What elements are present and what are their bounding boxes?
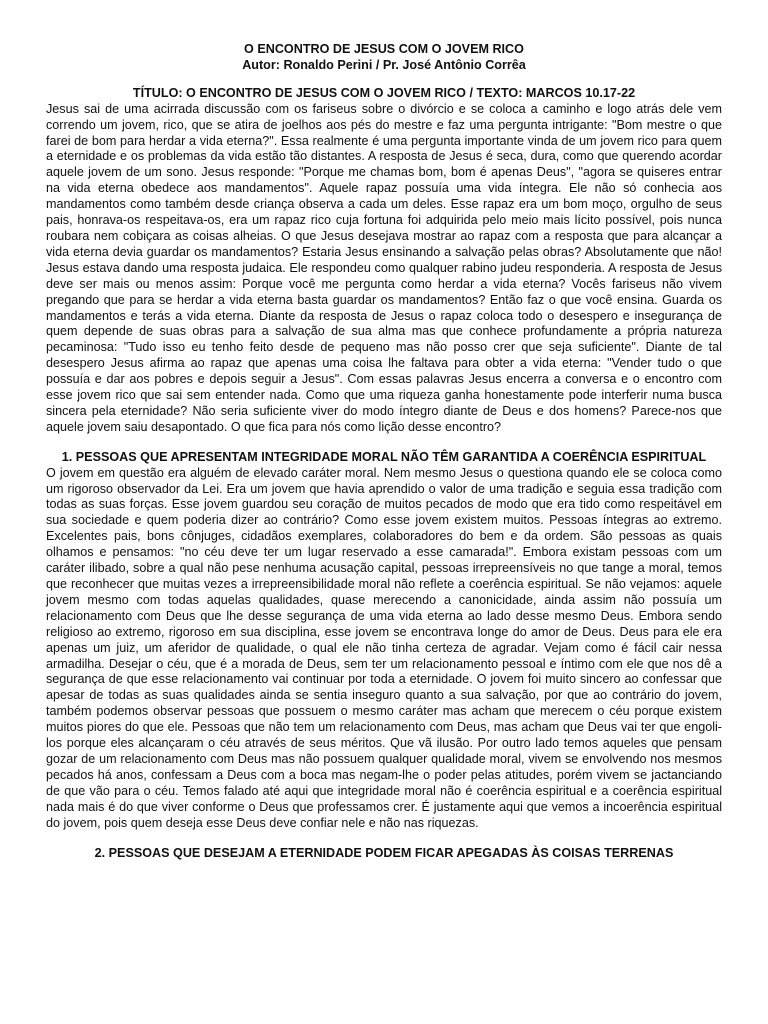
intro-paragraph: Jesus sai de uma acirrada discussão com os fariseus sobre o divórcio e se coloca a caminho e logo atrás dele vem correndo um jovem, rico, que se atira de joelhos aos pés do mestre e faz uma pergunta intrigante: "Bom mestre o que farei de bom para herdar a vida eterna?". Essa realmente é uma pergunta importante vinda de um jovem rico para quem a eternidade e os problemas da vida estão tão distantes. A resposta de Jesus é seca, dura, como que querendo acordar aquele jovem de um sono. Jesus responde: "Porque me chamas bom, bom é apenas Deus", "agora se quiseres entrar na vida eterna obedece aos mandamentos". Aquele rapaz possuía uma vida íntegra. Ele não só conhecia aos mandamentos como também desde criança observa a cada um deles. Esse rapaz era um bom moço, orgulho de seus pais, honrava-os respeitava-os, era um rapaz rico cuja fortuna foi adquirida pelo meio mais lícito possível, pois nunca roubara nem cobiçara as coisas alheias. O que Jesus desejava mostrar ao rapaz com a resposta que para alcançar a vida eterna devia guardar os mandamentos? Estaria Jesus ensinando a salvação pelas obras? Absolutamente que não! Jesus estava dando uma resposta judaica. Ele respondeu como qualquer rabino judeu responderia. A resposta de Jesus deve ser mais ou menos assim: Porque você me pergunta como herdar a vida eterna? Vocês fariseus não vivem pregando que para se herdar a vida eterna basta guardar os mandamentos? Então faz o que você ensina. Guarda os mandamentos e terás a vida eterna. Diante da resposta de Jesus o rapaz coloca todo o desespero e insegurança de quem depende de suas obras para a salvação de sua alma mas que conhece profundamente a própria natureza pecaminosa: "Tudo isso eu tenho feito desde de pequeno mas não posso crer que seja suficiente". Diante de tal desespero Jesus afirma ao rapaz que apenas uma coisa lhe faltava para obter a vida eterna: "Vender tudo o que possuía e dar aos pobres e depois seguir a Jesus". Com essas palavras Jesus encerra a conversa e o encontro com esse jovem rico que sai sem entender nada. Como que uma riqueza ganha honestamente pode interferir numa busca sincera pela eternidade? Não seria suficiente viver do modo íntegro diante de Deus e dos homens? Parece-nos que aquele jovem saiu desapontado. O que fica para nós como lição desse encontro? — [46, 101, 722, 434]
document-subtitle: TÍTULO: O ENCONTRO DE JESUS COM O JOVEM RICO / TEXTO: MARCOS 10.17-22 — [132, 85, 636, 100]
document-author: Autor: Ronaldo Perini / Pr. José Antônio Corrêa — [242, 57, 526, 72]
section-1-paragraph: O jovem em questão era alguém de elevado caráter moral. Nem mesmo Jesus o questiona quando ele se coloca como um rigoroso observador da Lei. Era um jovem que havia aprendido o valor de uma tradição e seguia essa tradição com todas as suas forças. Esse jovem guardou seu coração de muitos pecados de modo que era tido como respeitável em sua sociedade e quem poderia dizer ao contrário? Como esse jovem existem muitos. Pessoas íntegras ao extremo. Excelentes pais, bons cônjuges, cidadãos exemplares, colaboradores do bem e da ordem. São pessoas as quais olhamos e pensamos: "no céu deve ter um lugar reservado a esse camarada!". Embora existam pessoas com um caráter ilibado, sobre a qual não pese nenhuma acusação capital, pessoas irrepreensíveis no que tange a moral, temos que reconhecer que muitas vezes a irrepreensibilidade moral não reflete a coerência espiritual. Se não vejamos: aquele jovem mesmo com todas aquelas qualidades, quase merecendo a canonicidade, ainda assim não possuía um relacionamento com Deus que lhe desse segurança de uma vida eterna ao lado desse mesmo Deus. Embora sendo religioso ao extremo, rigoroso em sua disciplina, esse jovem se encontrava longe do amor de Deus. Deus para ele era apenas um juiz, um aferidor de qualidade, o qual ele não tinha certeza de agradar. Vejam como é fácil cair nessa armadilha. Desejar o céu, que é a morada de Deus, sem ter um relacionamento pessoal e íntimo com ele que nos dê a segurança de que esse relacionamento vai continuar por toda a eternidade. O jovem foi muito sincero ao confessar que apesar de todas as suas qualidades ainda se sentia inseguro quanto a sua salvação, por que ao contrário do jovem, também podemos observar pessoas que possuem o mesmo caráter mas acham que merecem o céu porque existem muitos piores do que ele. Pessoas que não tem um relacionamento com Deus, mas acham que Deus vai ter que engoli-los porque eles alcançaram o céu através de seus méritos. Que vã ilusão. Por outro lado temos aqueles que pensam gozar de um relacionamento com Deus mas não possuem qualquer qualidade moral, vivem se envolvendo nos mesmos pecados há anos, confessam a Deus com a boca mas negam-lhe o poder pelas atitudes, porém vivem se jactanciando de que vão para o céu. Temos falado até aqui que integridade moral não é coerência espiritual e a coerência espiritual nada mais é do que viver conforme o Deus que professamos crer. É justamente aqui que vemos a incoerência espiritual do jovem, pois quem deseja esse Deus deve confiar nele e não nas riquezas. — [46, 465, 722, 830]
document-title: O ENCONTRO DE JESUS COM O JOVEM RICO — [244, 42, 524, 56]
section-2-heading: 2. PESSOAS QUE DESEJAM A ETERNIDADE PODEM FICAR APEGADAS ÀS COISAS TERRENAS — [94, 845, 674, 860]
section-1-heading: 1. PESSOAS QUE APRESENTAM INTEGRIDADE MORAL NÃO TÊM GARANTIDA A COERÊNCIA ESPIRITUAL — [61, 449, 707, 464]
document-page — [46, 42, 722, 861]
